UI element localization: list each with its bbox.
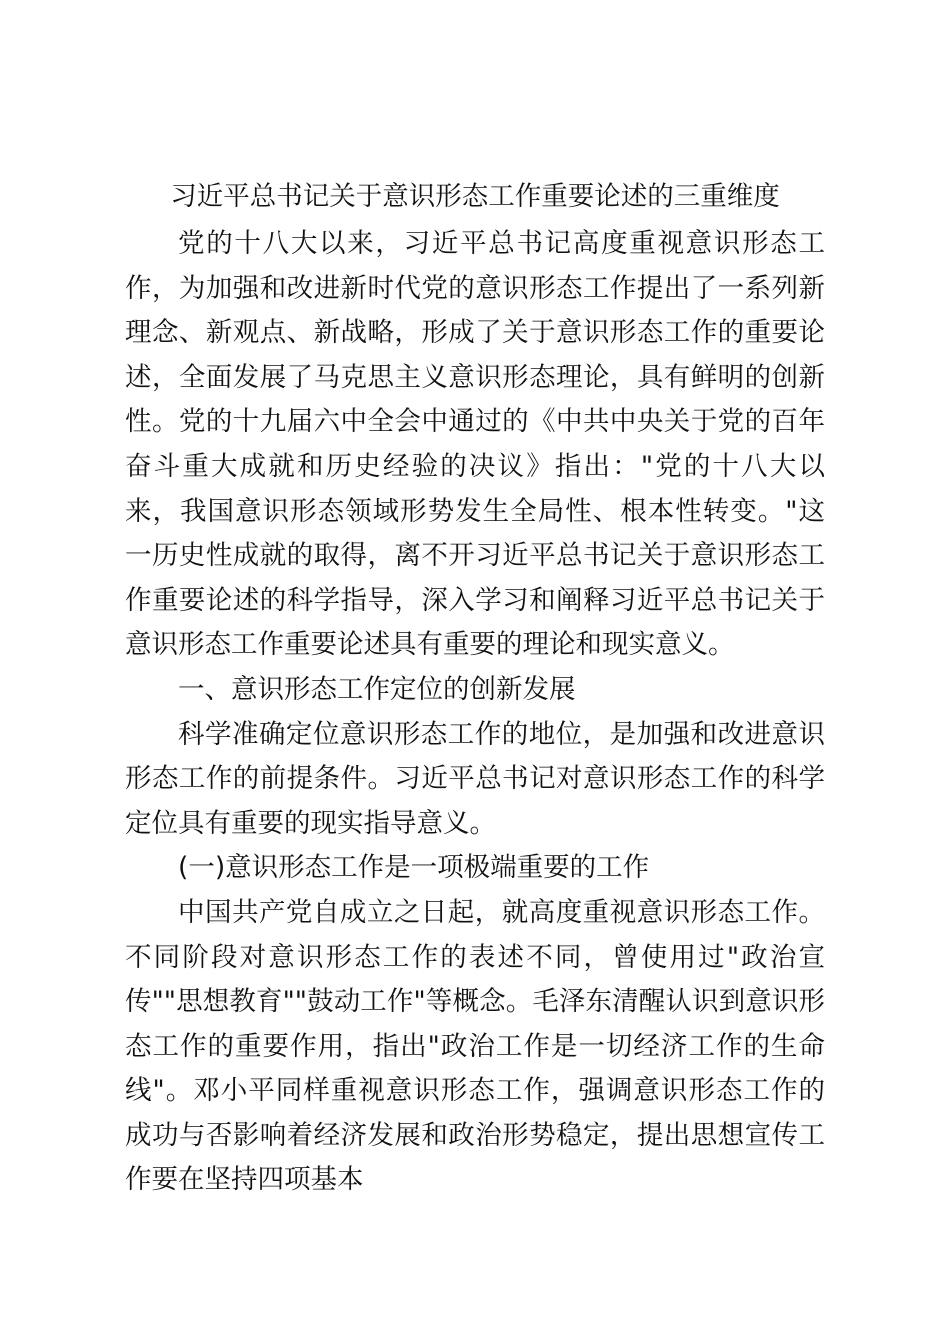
section-heading-1: 一、意识形态工作定位的创新发展 (178, 673, 576, 705)
paragraph-subsection-1: 中国共产党自成立之日起，就高度重视意识形态工作。不同阶段对意识形态工作的表述不同，曾使用过"政治宣传""思想教育""鼓动工作"等概念。毛泽东清醒认识到意识形态工作的重要作用，指出"政治工作是一切经济工作的生命线"。邓小平同样重视意识形态工作，强调意识形态工作的成功与否影响着经济发展和政治形势稳定，提出思想宣传工作要在坚持四项基本 (125, 896, 825, 1196)
paragraph-intro: 党的十八大以来，习近平总书记高度重视意识形态工作，为加强和改进新时代党的意识形态工作提出了一系列新理念、新观点、新战略，形成了关于意识形态工作的重要论述，全面发展了马克思主义意识形态理论，具有鲜明的创新性。党的十九届六中全会中通过的《中共中央关于党的百年奋斗重大成就和历史经验的决议》指出："党的十八大以来，我国意识形态领域形势发生全局性、根本性转变。"这一历史性成就的取得，离不开习近平总书记关于意识形态工作重要论述的科学指导，深入学习和阐释习近平总书记关于意识形态工作重要论述具有重要的理论和现实意义。 (125, 228, 825, 661)
document-title: 习近平总书记关于意识形态工作重要论述的三重维度 (170, 181, 780, 212)
document-body (125, 222, 825, 1203)
paragraph-section-1: 科学准确定位意识形态工作的地位，是加强和改进意识形态工作的前提条件。习近平总书记对意识形态工作的科学定位具有重要的现实指导意义。 (125, 718, 825, 839)
subsection-heading-1: (一)意识形态工作是一项极端重要的工作 (178, 852, 650, 884)
